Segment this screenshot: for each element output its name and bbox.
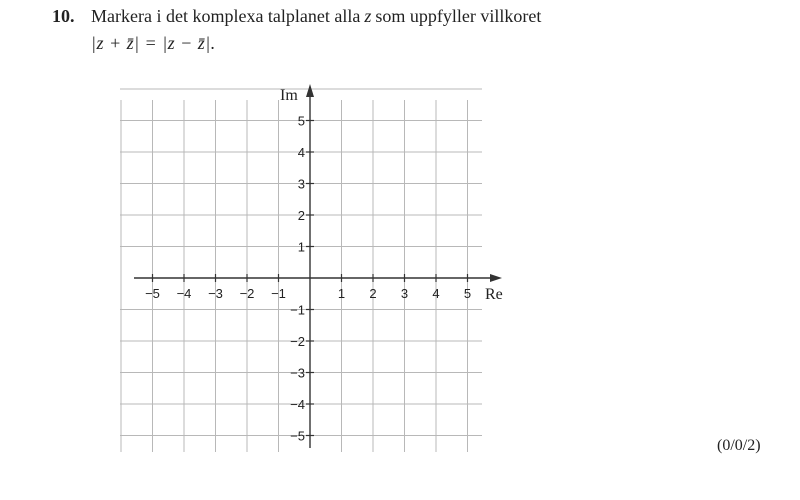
y-tick-label: 3 — [297, 176, 305, 192]
y-tick-label: −4 — [290, 397, 305, 412]
question-number: 10. — [52, 6, 75, 26]
x-tick-label: 3 — [400, 286, 409, 301]
im-axis-label: Im — [280, 87, 298, 104]
x-tick-label: −3 — [208, 286, 223, 301]
x-tick-label: −2 — [239, 286, 255, 301]
y-tick-label: −2 — [290, 334, 305, 349]
y-tick-label: 1 — [297, 239, 305, 255]
y-tick-label: −5 — [290, 428, 305, 444]
x-tick-label: −5 — [145, 286, 160, 301]
y-tick-label: −1 — [290, 302, 305, 318]
y-tick-label: 4 — [297, 145, 305, 160]
im-axis-arrow-icon — [306, 84, 314, 97]
question-variable: z — [364, 6, 372, 26]
question-text-before: Markera i det komplexa talplanet alla — [91, 6, 361, 26]
x-tick-label: 2 — [369, 286, 377, 301]
y-tick-label: 2 — [297, 208, 305, 223]
x-tick-label: 1 — [337, 286, 346, 301]
re-axis-arrow-icon — [490, 274, 502, 282]
question-text-after: som uppfyller villkoret — [375, 6, 542, 26]
x-tick-label: −4 — [176, 286, 192, 301]
re-axis-label: Re — [485, 286, 503, 303]
condition-formula: |z + z̄| = |z − z̄|. — [91, 33, 216, 53]
points-label: (0/0/2) — [717, 437, 761, 454]
axes — [134, 84, 502, 448]
x-tick-label: 4 — [432, 286, 440, 301]
x-tick-label: 5 — [463, 286, 472, 301]
y-tick-label: −3 — [290, 365, 305, 381]
x-tick-label: −1 — [271, 286, 286, 301]
y-tick-label: 5 — [297, 113, 305, 129]
